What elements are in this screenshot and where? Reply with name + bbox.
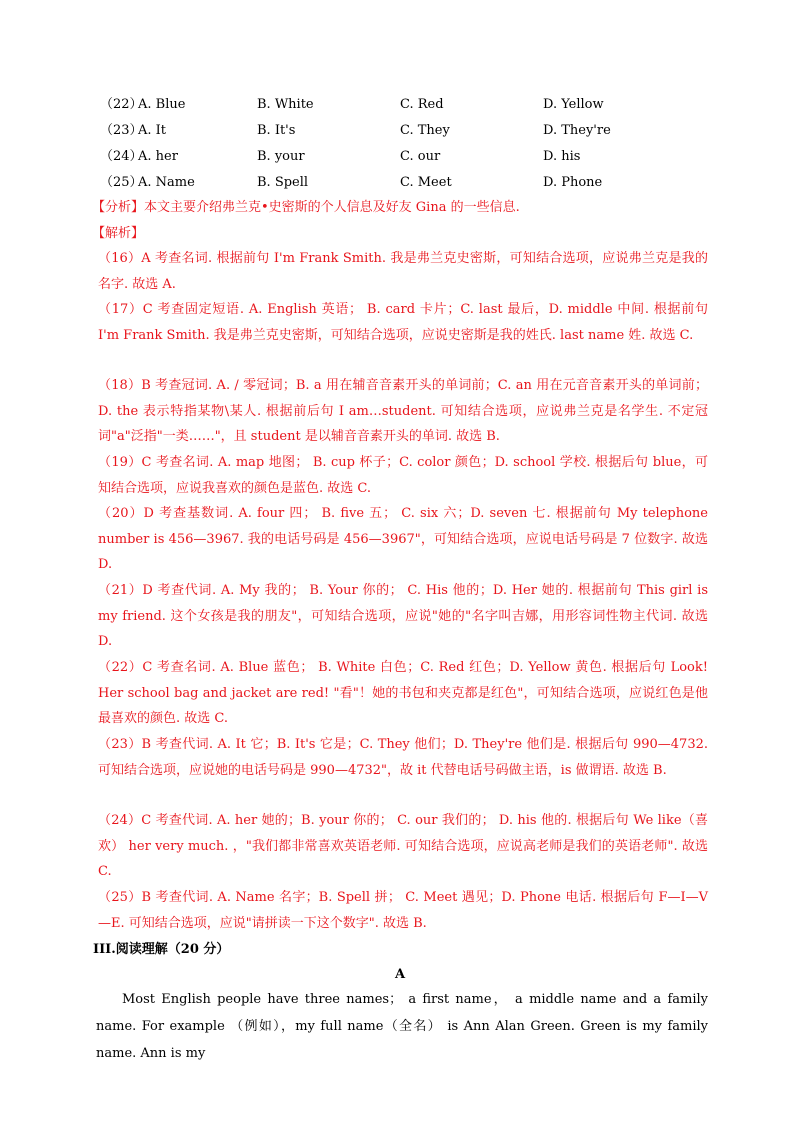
option-c: C. our (400, 149, 441, 164)
question-number: （22） (100, 97, 143, 112)
option-b: B. White (257, 97, 314, 112)
option-d: D. They're (543, 123, 611, 138)
option-c: C. They (400, 123, 450, 138)
passage-label: A (394, 967, 406, 982)
option-b: B. Spell (257, 175, 309, 190)
explanation-20: （20）D 考查基数词. A. four 四； B. five 五； C. six 六；D. seven 七. 根据前句 My telephone number is 456—3967. 我的电话号码是 456—3967"，可知结合选项，应说电话号码是 7 位数字. 故选 D. (98, 506, 708, 573)
option-b: B. It's (257, 123, 296, 138)
explanation-23: （23）B 考查代词. A. It 它；B. It's 它是；C. They 他们；D. They're 他们是. 根据后句 990—4732. 可知结合选项，应说她的电话号码是 990—4732"，故 it 代替电话号码做主语，is 做谓语. 故选 B. (98, 737, 708, 778)
option-d: D. his (543, 149, 581, 164)
option-a: A. Blue (138, 97, 186, 112)
section-title: III.阅读理解（20 分） (93, 942, 230, 957)
passage-text: Most English people have three names； a first name， a middle name and a family name. For example （例如），my full name（全名） is Ann Alan Green. Green is my family name. Ann is my (96, 992, 708, 1061)
explanation-heading: 【解析】 (92, 226, 145, 241)
option-d: D. Phone (543, 175, 603, 190)
explanation-18: （18）B 考查冠词. A. / 零冠词；B. a 用在辅音音素开头的单词前；C. an 用在元音音素开头的单词前；D. the 表示特指某物\某人. 根据前后句 I am…student. 可知结合选项，应说弗兰克是名学生. 不定冠词"a"泛指"一类……"，且 student 是以辅音音素开头的单词. 故选 B. (98, 378, 708, 445)
explanation-22: （22）C 考查名词. A. Blue 蓝色； B. White 白色；C. Red 红色；D. Yellow 黄色. 根据后句 Look! Her school bag and jacket are red! "看"！她的书包和夹克都是红色"，可知结合选项，应说红色是他最喜欢的颜色. 故选 C. (98, 660, 708, 727)
option-d: D. Yellow (543, 97, 604, 112)
question-number: （23） (100, 123, 143, 138)
option-c: C. Meet (400, 175, 452, 190)
explanation-21: （21）D 考查代词. A. My 我的； B. Your 你的； C. His 他的；D. Her 她的. 根据前句 This girl is my friend. 这个女孩是我的朋友"，可知结合选项，应说"她的"名字叫吉娜，用形容词性物主代词. 故选 D. (98, 583, 708, 650)
explanation-25: （25）B 考查代词. A. Name 名字；B. Spell 拼； C. Meet 遇见；D. Phone 电话. 根据后句 F—I—V—E. 可知结合选项，应说"请拼读一下这个数字". 故选 B. (98, 890, 708, 931)
question-number: （24） (100, 149, 143, 164)
question-number: （25） (100, 175, 143, 190)
option-a: A. It (138, 123, 167, 138)
explanation-19: （19）C 考查名词. A. map 地图； B. cup 杯子；C. color 颜色；D. school 学校. 根据后句 blue，可知结合选项，应说我喜欢的颜色是蓝色. 故选 C. (98, 455, 708, 496)
option-a: A. her (138, 149, 178, 164)
option-a: A. Name (138, 175, 195, 190)
explanation-24: （24）C 考查代词. A. her 她的；B. your 你的； C. our 我们的； D. his 他的. 根据后句 We like（喜欢） her very much. ，"我们都非常喜欢英语老师. 可知结合选项，应说高老师是我们的英语老师". 故选 C. (98, 813, 708, 880)
option-c: C. Red (400, 97, 444, 112)
option-b: B. your (257, 149, 305, 164)
explanation-16: （16）A 考查名词. 根据前句 I'm Frank Smith. 我是弗兰克史密斯，可知结合选项，应说弗兰克是我的名字. 故选 A. (98, 251, 708, 292)
analysis-text: 【分析】本文主要介绍弗兰克•史密斯的个人信息及好友 Gina 的一些信息. (92, 200, 520, 215)
explanation-17: （17）C 考查固定短语. A. English 英语； B. card 卡片；C. last 最后，D. middle 中间. 根据前句 I'm Frank Smith. 我是弗兰克史密斯，可知结合选项，应说史密斯是我的姓氏. last name 姓. 故选 C. (98, 302, 708, 343)
